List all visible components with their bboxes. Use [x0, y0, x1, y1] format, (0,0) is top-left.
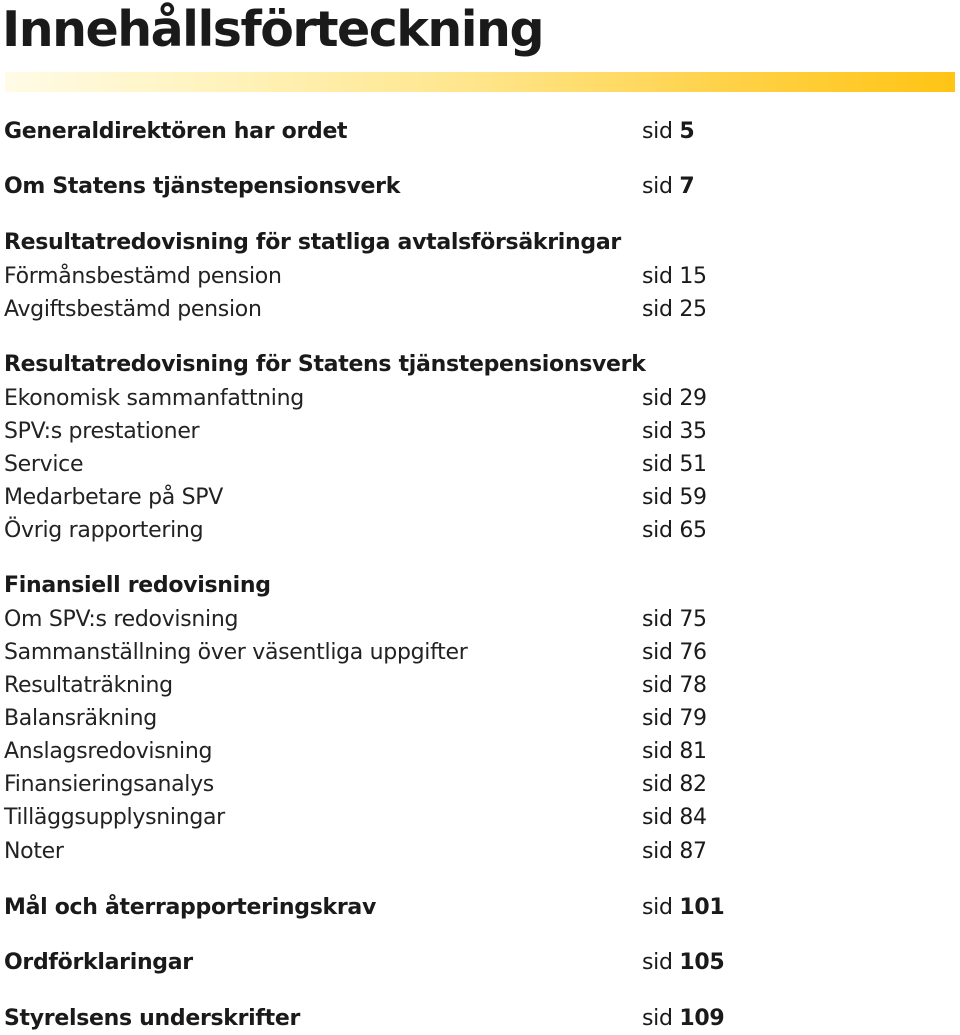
page-prefix: sid: [642, 518, 673, 543]
toc-entry-om-statens-tjanstepensionsverk[interactable]: [0, 171, 960, 203]
toc-entry-finansieringsanalys[interactable]: [0, 769, 960, 801]
page-prefix: sid: [642, 485, 673, 510]
toc-entry-label: Ekonomisk sammanfattning: [4, 386, 304, 411]
page-number: 65: [679, 518, 707, 543]
page-prefix: sid: [642, 805, 673, 830]
toc-entry-label: Ordförklaringar: [4, 950, 193, 975]
toc-entry-ekonomisk-sammanfattning[interactable]: [0, 383, 960, 415]
toc-entry-noter[interactable]: [0, 836, 960, 868]
toc-entry-anslagsredovisning[interactable]: [0, 736, 960, 768]
page-prefix: sid: [642, 119, 673, 144]
toc-entry-styrelsens-underskrifter[interactable]: [0, 1003, 960, 1035]
toc-entry-avgiftsbestamd-pension[interactable]: [0, 294, 960, 326]
toc-entry-page: [642, 769, 707, 801]
toc-section-heading: [0, 227, 960, 259]
toc-entry-page: [642, 604, 707, 636]
page-prefix: sid: [642, 174, 673, 199]
toc-entry-page: [642, 515, 707, 547]
page-number: 59: [679, 485, 707, 510]
toc-entry-page: [642, 637, 707, 669]
toc-entry-label: Avgiftsbestämd pension: [4, 297, 262, 322]
toc-entry-label: Balansräkning: [4, 706, 157, 731]
page-prefix: sid: [642, 1006, 673, 1031]
toc-entry-tillaggsupplysningar[interactable]: [0, 802, 960, 834]
page-prefix: sid: [642, 297, 673, 322]
page-number: 51: [679, 452, 707, 477]
page-prefix: sid: [642, 607, 673, 632]
page-number: 76: [679, 640, 707, 665]
toc-entry-spvs-prestationer[interactable]: [0, 416, 960, 448]
page-prefix: sid: [642, 640, 673, 665]
page-number: 82: [679, 772, 707, 797]
toc-entry-label: Finansieringsanalys: [4, 772, 214, 797]
toc-entry-ovrig-rapportering[interactable]: [0, 515, 960, 547]
toc-entry-label: Övrig rapportering: [4, 518, 204, 543]
toc-entry-label: Anslagsredovisning: [4, 739, 213, 764]
toc-entry-page: [642, 736, 707, 768]
toc-entry-page: [642, 416, 707, 448]
toc-entry-balansrakning[interactable]: [0, 703, 960, 735]
page-prefix: sid: [642, 673, 673, 698]
toc-entry-label: Om Statens tjänstepensionsverk: [4, 174, 401, 199]
page-prefix: sid: [642, 772, 673, 797]
toc-entry-page: [642, 703, 707, 735]
toc-entry-page: [642, 116, 694, 148]
toc-entry-label: Styrelsens underskrifter: [4, 1006, 301, 1031]
page-prefix: sid: [642, 419, 673, 444]
page-number: 87: [679, 839, 707, 864]
toc-entry-medarbetare-pa-spv[interactable]: [0, 482, 960, 514]
page-number: 29: [679, 386, 707, 411]
toc-entry-formansbestamd-pension[interactable]: [0, 261, 960, 293]
toc-entry-label: Sammanställning över väsentliga uppgifter: [4, 640, 468, 665]
toc-entry-page: [642, 383, 707, 415]
toc-entry-label: SPV:s prestationer: [4, 419, 200, 444]
page-prefix: sid: [642, 706, 673, 731]
page-prefix: sid: [642, 895, 673, 920]
page-title: Innehållsförteckning: [2, 1, 544, 58]
page-prefix: sid: [642, 452, 673, 477]
toc-section-label: Finansiell redovisning: [4, 573, 271, 598]
page-number: 7: [679, 174, 695, 199]
toc-section-heading: [0, 349, 960, 381]
toc-entry-page: [642, 482, 707, 514]
page-number: 109: [679, 1006, 725, 1031]
toc-entry-page: [642, 294, 707, 326]
toc-entry-page: [642, 670, 707, 702]
page-prefix: sid: [642, 264, 673, 289]
page-number: 105: [679, 950, 725, 975]
toc-entry-label: Förmånsbestämd pension: [4, 264, 282, 289]
toc-entry-service[interactable]: [0, 449, 960, 481]
page-number: 78: [679, 673, 707, 698]
toc-entry-label: Noter: [4, 839, 64, 864]
page-number: 35: [679, 419, 707, 444]
toc-entry-sammanstallning[interactable]: [0, 637, 960, 669]
page-number: 15: [679, 264, 707, 289]
toc-entry-resultatrakning[interactable]: [0, 670, 960, 702]
toc-entry-label: Resultaträkning: [4, 673, 173, 698]
toc-entry-page: [642, 947, 724, 979]
toc-entry-label: Medarbetare på SPV: [4, 485, 224, 510]
page-number: 101: [679, 895, 725, 920]
toc-entry-label: Om SPV:s redovisning: [4, 607, 239, 632]
toc-section-label: Resultatredovisning för Statens tjänstepensionsverk: [4, 352, 646, 377]
page-number: 25: [679, 297, 707, 322]
page-number: 5: [679, 119, 695, 144]
toc-section-label: Resultatredovisning för statliga avtalsförsäkringar: [4, 230, 621, 255]
page-number: 84: [679, 805, 707, 830]
page-prefix: sid: [642, 950, 673, 975]
toc-entry-page: [642, 802, 707, 834]
page-prefix: sid: [642, 839, 673, 864]
toc-entry-generaldirektoren[interactable]: [0, 116, 960, 148]
toc-entry-page: [642, 449, 707, 481]
page-prefix: sid: [642, 386, 673, 411]
toc-entry-om-spvs-redovisning[interactable]: [0, 604, 960, 636]
toc-entry-page: [642, 171, 694, 203]
toc-entry-label: Tilläggsupplysningar: [4, 805, 225, 830]
toc-entry-page: [642, 261, 707, 293]
page-prefix: sid: [642, 739, 673, 764]
toc-entry-page: [642, 836, 707, 868]
toc-entry-label: Service: [4, 452, 84, 477]
toc-entry-page: [642, 1003, 724, 1035]
toc-entry-mal-och-aterrapporteringskrav[interactable]: [0, 892, 960, 924]
page-number: 79: [679, 706, 707, 731]
toc-entry-ordforklaringar[interactable]: [0, 947, 960, 979]
page-number: 81: [679, 739, 707, 764]
toc-section-heading: [0, 570, 960, 602]
toc-entry-label: Mål och återrapporteringskrav: [4, 895, 377, 920]
page-number: 75: [679, 607, 707, 632]
toc-entry-label: Generaldirektören har ordet: [4, 119, 348, 144]
toc-entry-page: [642, 892, 724, 924]
